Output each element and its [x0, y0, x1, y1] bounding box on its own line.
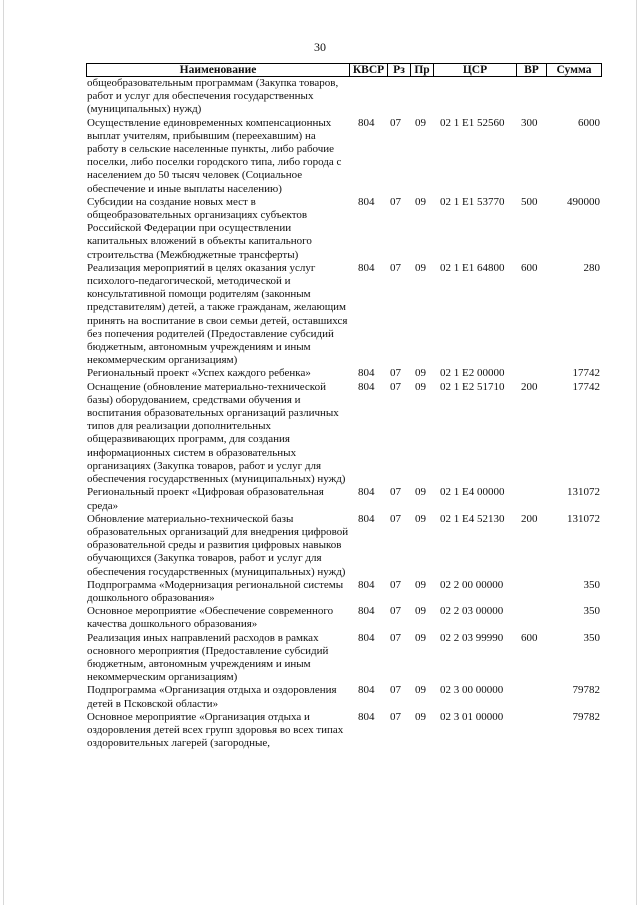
- row-name: Подпрограмма «Организация отдыха и оздоровления детей в Псковской области»: [87, 684, 337, 710]
- table-row: [87, 486, 603, 512]
- row-csr: 02 2 03 99990: [440, 631, 504, 644]
- row-kvsr: 804: [358, 195, 375, 208]
- page-number: 30: [314, 40, 326, 54]
- table-row: [87, 381, 603, 487]
- row-csr: 02 1 E2 00000: [440, 367, 505, 380]
- row-sum: 79782: [572, 684, 600, 697]
- row-kvsr: 804: [358, 261, 375, 274]
- row-name: Региональный проект «Цифровая образовательная среда»: [87, 486, 324, 512]
- table-header: [86, 63, 602, 77]
- row-csr: 02 1 E4 52130: [440, 512, 505, 525]
- table-row: [87, 605, 603, 631]
- row-csr: 02 1 E1 64800: [440, 261, 505, 274]
- row-name: общеобразовательным программам (Закупка товаров, работ и услуг для обеспечения государственных (муниципальных) нужд): [87, 77, 339, 116]
- row-rz: 07: [390, 578, 401, 591]
- row-sum: 350: [583, 605, 600, 618]
- row-pr: 09: [415, 261, 426, 274]
- row-csr: 02 2 03 00000: [440, 605, 504, 618]
- table-row: [87, 262, 603, 368]
- row-name: Осуществление единовременных компенсационных выплат учителям, прибывшим (переехавшим) на работу в сельские населенные пункты, либо рабочие поселки, либо поселки городского типа, либо города с населением до 50 тысяч человек (Социальное обеспечение и иные выплаты населению): [87, 116, 342, 195]
- row-csr: 02 1 E4 00000: [440, 486, 505, 499]
- row-pr: 09: [415, 116, 426, 129]
- row-rz: 07: [390, 486, 401, 499]
- row-rz: 07: [390, 367, 401, 380]
- table-row: [87, 117, 603, 196]
- row-rz: 07: [390, 710, 401, 723]
- row-name: Реализация мероприятий в целях оказания услуг психолого-педагогической, методической и консультативной помощи родителям (законным представителям) детей, а также гражданам, желающим принять на воспитание в свои семьи детей, оставшихся без попечения родителей (Предоставление субсидий бюджетным, автономным учреждениям и иным некоммерческим организациям): [87, 261, 348, 367]
- table-body: [87, 77, 603, 750]
- row-sum: 280: [583, 261, 600, 274]
- row-name: Основное мероприятие «Организация отдыха и оздоровления детей всех групп здоровья во всех типах оздоровительных лагерей (загородные,: [87, 710, 344, 750]
- row-kvsr: 804: [358, 380, 375, 393]
- row-csr: 02 1 E1 52560: [440, 116, 505, 129]
- row-vr: 500: [521, 195, 538, 208]
- row-name: Оснащение (обновление материально-технической базы) оборудованием, средствами обучения и воспитания образовательных организаций различных типов для реализации дополнительных общеразвивающих программ, для создания информационных систем в образовательных организациях (Закупка товаров, работ и услуг для обеспечения государственных (муниципальных) нужд): [87, 380, 346, 486]
- row-pr: 09: [415, 684, 426, 697]
- row-rz: 07: [390, 512, 401, 525]
- row-csr: 02 3 00 00000: [440, 684, 504, 697]
- row-kvsr: 804: [358, 605, 375, 618]
- row-kvsr: 804: [358, 486, 375, 499]
- row-pr: 09: [415, 710, 426, 723]
- table-row: [87, 513, 603, 579]
- row-csr: 02 1 E1 53770: [440, 195, 505, 208]
- table-row: [87, 632, 603, 685]
- row-kvsr: 804: [358, 684, 375, 697]
- header-vr: ВР: [524, 64, 539, 76]
- row-kvsr: 804: [358, 578, 375, 591]
- row-csr: 02 3 01 00000: [440, 710, 504, 723]
- table-row: [87, 579, 603, 605]
- row-sum: 350: [583, 631, 600, 644]
- row-kvsr: 804: [358, 512, 375, 525]
- row-name: Субсидии на создание новых мест в общеобразовательных организациях субъектов Российской Федерации при осуществлении капитальных вложений в объекты капитального строительства (Межбюджетные трансферты): [87, 195, 312, 261]
- row-sum: 350: [583, 578, 600, 591]
- row-csr: 02 2 00 00000: [440, 578, 504, 591]
- row-kvsr: 804: [358, 367, 375, 380]
- row-name: Основное мероприятие «Обеспечение современного качества дошкольного образования»: [87, 605, 334, 631]
- row-vr: 200: [521, 380, 538, 393]
- header-sum: Сумма: [556, 64, 592, 76]
- row-name: Обновление материально-технической базы образовательных организаций для внедрения цифровой образовательной среды и развития цифровых навыков обучающихся (Закупка товаров, работ и услуг для обеспечения государственных (муниципальных) нужд): [87, 512, 349, 578]
- row-sum: 17742: [572, 380, 600, 393]
- row-vr: 200: [521, 512, 538, 525]
- scan-edge-left: [3, 0, 4, 905]
- row-pr: 09: [415, 605, 426, 618]
- header-pr: Пр: [414, 64, 430, 76]
- row-pr: 09: [415, 195, 426, 208]
- row-name: Подпрограмма «Модернизация региональной системы дошкольного образования»: [87, 578, 344, 604]
- row-sum: 131072: [567, 512, 600, 525]
- row-kvsr: 804: [358, 710, 375, 723]
- header-kvsr: КВСР: [352, 64, 385, 76]
- row-rz: 07: [390, 605, 401, 618]
- row-kvsr: 804: [358, 116, 375, 129]
- table-row: [87, 77, 603, 117]
- row-pr: 09: [415, 380, 426, 393]
- row-pr: 09: [415, 578, 426, 591]
- row-csr: 02 1 E2 51710: [440, 380, 505, 393]
- row-pr: 09: [415, 486, 426, 499]
- row-rz: 07: [390, 261, 401, 274]
- row-rz: 07: [390, 380, 401, 393]
- row-rz: 07: [390, 631, 401, 644]
- row-vr: 600: [521, 261, 538, 274]
- table-row: [87, 711, 603, 751]
- table-row: [87, 196, 603, 262]
- row-pr: 09: [415, 512, 426, 525]
- scan-edge-right: [636, 0, 637, 905]
- row-name: Региональный проект «Успех каждого ребенка»: [87, 367, 311, 380]
- header-name: Наименование: [179, 64, 257, 76]
- row-kvsr: 804: [358, 631, 375, 644]
- row-sum: 131072: [567, 486, 600, 499]
- row-vr: 300: [521, 116, 538, 129]
- row-sum: 490000: [567, 195, 600, 208]
- row-name: Реализация иных направлений расходов в рамках основного мероприятия (Предоставление субсидий бюджетным, автономным учреждениям и иным некоммерческим организациям): [87, 631, 329, 684]
- row-rz: 07: [390, 684, 401, 697]
- row-pr: 09: [415, 367, 426, 380]
- row-sum: 6000: [578, 116, 600, 129]
- table-row: [87, 684, 603, 710]
- row-pr: 09: [415, 631, 426, 644]
- row-vr: 600: [521, 631, 538, 644]
- row-rz: 07: [390, 116, 401, 129]
- row-sum: 79782: [572, 710, 600, 723]
- row-sum: 17742: [572, 367, 600, 380]
- table-row: [87, 367, 603, 380]
- header-rz: Рз: [393, 64, 405, 76]
- header-csr: ЦСР: [462, 64, 488, 76]
- row-rz: 07: [390, 195, 401, 208]
